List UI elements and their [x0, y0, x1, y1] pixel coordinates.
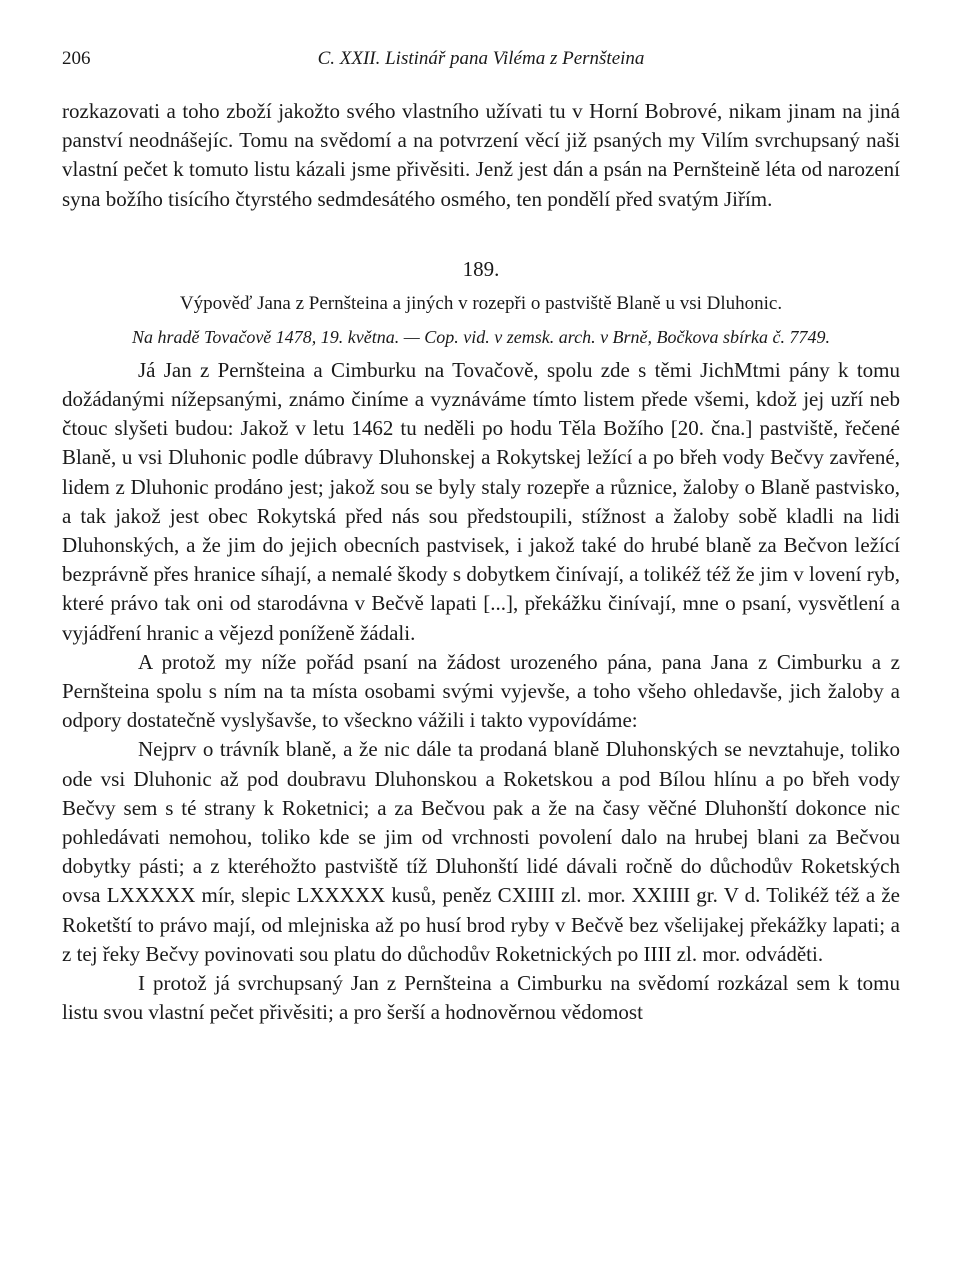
document-paragraph: I protož já svrchupsaný Jan z Pernšteina a Cimburku na svědomí rozkázal sem k tomu listu svou vlastní pečet přivěsiti; a pro šerší a hodnověrnou vědomost	[62, 971, 900, 1025]
book-page	[62, 44, 900, 1027]
document-source-note: Na hradě Tovačově 1478, 19. května. — Cop. vid. v zemsk. arch. v Brně, Bočkova sbírka č. 7749.	[131, 326, 831, 347]
document-number: 189.	[462, 256, 500, 281]
page-number: 206	[62, 48, 91, 69]
preceding-document-ending: rozkazovati a toho zboží jakožto svého vlastního užívati tu v Horní Bobrové, nikam jinam na jiná panství neodnášejíc. Tomu na svědomí a na potvrzení věcí již psaných my Vilím svrchupsaný naši vlastní pečet k tomuto listu kázali jsme přivěsiti. Jenž jest dán a psán na Pernšteině léta od narození syna božího tisícího čtyrstého sedmdesátého osmého, ten pondělí před svatým Jiřím.	[62, 99, 900, 211]
document-paragraph: Já Jan z Pernšteina a Cimburku na Tovačově, spolu zde s těmi JichMtmi pány k tomu dožádanými nížepsanými, známo činíme a vyznáváme tímto listem přede všemi, kdož jej uzří neb čtouc slyšeti budou: Jakož v letu 1462 tu neděli po hodu Těla Božího [20. čna.] pastviště, řečené Blaně, u vsi Dluhonic podle dúbravy Dluhonskej a Rokytskej ležící a po břeh vody Bečvy zavřené, lidem z Dluhonic prodáno jest; jakož sou se byly staly rozepře a různice, žaloby o Blaně pastvisko, a tak jakož jest obec Rokytská před nás sou předstoupili, stížnost a žaloby sobě kladli na lidi Dluhonských, a že jim do jejich obecních pastvisek, i jakož také do hrubé blaně za Bečvon ležící bezprávně přes hranice síhají, a nemalé škody s dobytkem činívají, a tolikéž též že jim v lovení ryb, které právo tak oni od starodávna v Bečvě lapati [...], překážku činívají, mne o psaní, vysvětlení a vyjádření hranic a vějezd poníženě žádali.	[62, 357, 900, 645]
document-regest: Výpověď Jana z Pernšteina a jiných v rozepři o pastviště Blaně u vsi Dluhonic.	[179, 292, 783, 314]
document-paragraph: A protož my níže pořád psaní na žádost urozeného pána, pana Jana z Cimburku a z Pernšteina spolu s ním na ta místa osobami svými vyjevše, a toho všeho ohledavše, jich žaloby a odpory dostatečně vyslyšavše, to všeckno vážili i takto vypovídáme:	[62, 649, 900, 733]
running-title: C. XXII. Listinář pana Viléma z Pernšteina	[317, 48, 645, 69]
running-head	[62, 44, 900, 80]
document-paragraph: Nejprv o trávník blaně, a že nic dále ta prodaná blaně Dluhonských se nevztahuje, toliko ode vsi Dluhonic až pod doubravu Dluhonskou a Roketskou a pod Bílou hlínu a po břeh vody Bečvy sem s té strany k Roketnici; a za Bečvou pak a že na časy věčné Dluhonští dokonce nic pohledávati nemohou, toliko kde se jim od vrchnosti povolení dalo na hrubej blani za Bečvou dobytky pásti; a z kteréhožto pastviště tíž Dluhonští lidé dávali ročně do důchodův Roketských ovsa LXXXXX mír, slepic LXXXXX kusů, peněz CXIIII zl. mor. XXIIII gr. V d. Tolikéž též a že Roketští to právo mají, od mlejniska až po husí brod ryby v Bečvě bez všelijakej překážky lapati; a z tej řeky Bečvy povinovati sou platu do důchodův Roketnických po IIII zl. mor. odváděti.	[62, 737, 900, 966]
